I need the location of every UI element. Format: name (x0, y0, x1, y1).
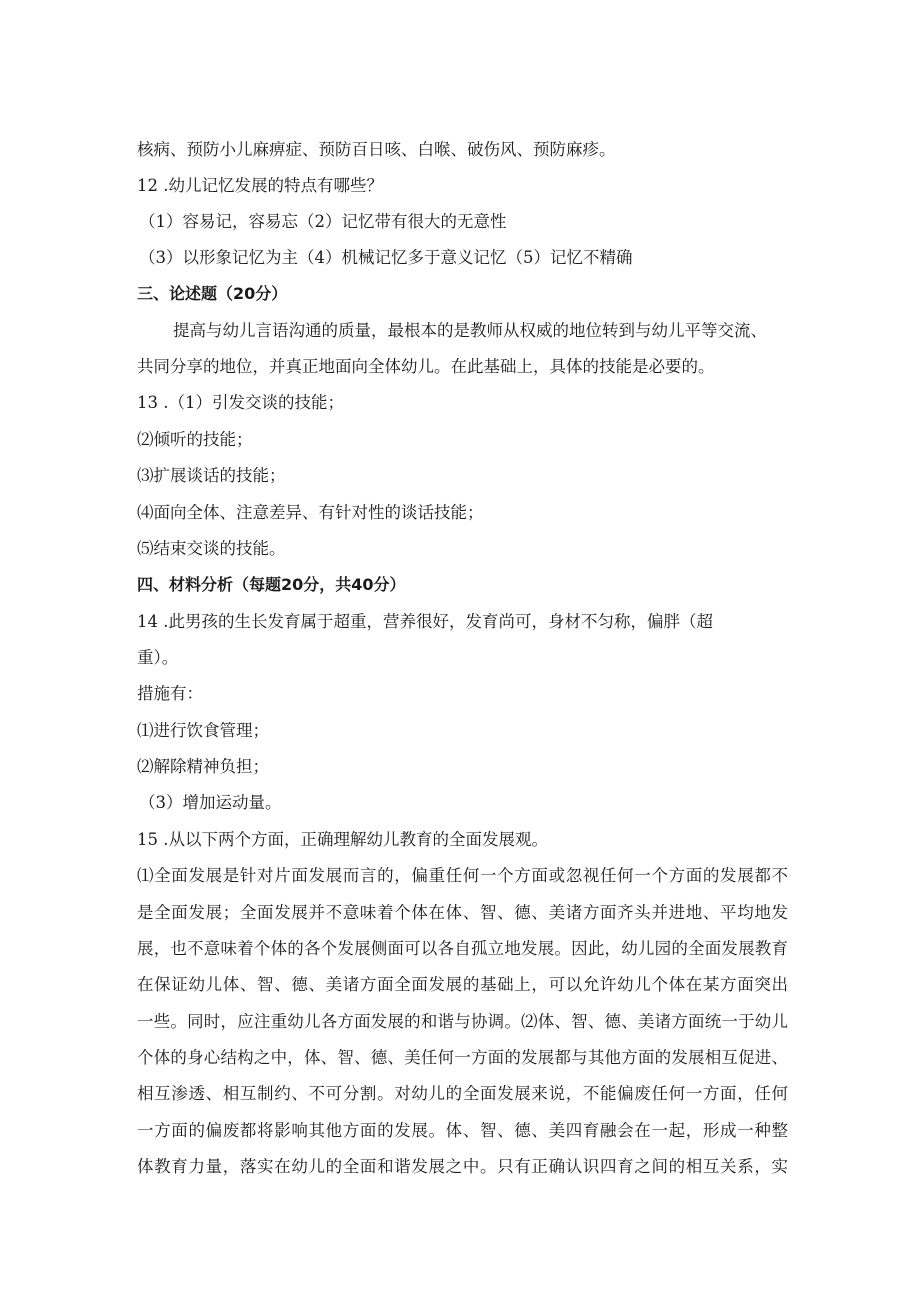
paragraph-line: ⑴全面发展是针对片面发展而言的，偏重任何一个方面或忽视任何一个方面的发展都不 (137, 866, 788, 885)
list-item: ⑸结束交谈的技能。 (137, 539, 286, 558)
answer-line: （1）容易记，容易忘（2）记忆带有很大的无意性 (139, 212, 507, 231)
paragraph-line: 相互渗透、相互制约、不可分割。对幼儿的全面发展来说，不能偏废任何一方面，任何 (137, 1084, 788, 1103)
section-heading-essay: 三、论述题（20分） (137, 284, 288, 303)
list-item: ⑵倾听的技能； (137, 430, 253, 449)
question-12: 12 .幼儿记忆发展的特点有哪些？ (137, 176, 383, 195)
paragraph-line: 一方面的偏废都将影响其他方面的发展。体、智、德、美四育融会在一起，形成一种整 (137, 1121, 788, 1140)
text-line: 重）。 (137, 648, 179, 667)
paragraph-line: 一些。同时，应注重幼儿各方面发展的和谐与协调。⑵体、智、德、美诸方面统一于幼儿 (137, 1012, 788, 1031)
text-line: 提高与幼儿言语沟通的质量，最根本的是教师从权威的地位转到与幼儿平等交流、 (173, 321, 767, 340)
paragraph-line: 在保证幼儿体、智、德、美诸方面全面发展的基础上，可以允许幼儿个体在某方面突出 (137, 975, 788, 994)
question-15: 15 .从以下两个方面，正确理解幼儿教育的全面发展观。 (137, 830, 548, 849)
paragraph-line: 体教育力量，落实在幼儿的全面和谐发展之中。只有正确认识四育之间的相互关系，实 (137, 1157, 788, 1176)
list-item: ⑵解除精神负担； (137, 757, 269, 776)
text-line: 措施有： (137, 684, 203, 703)
text-line: 共同分享的地位，并真正地面向全体幼儿。在此基础上，具体的技能是必要的。 (137, 357, 715, 376)
paragraph-line: 是全面发展；全面发展并不意味着个体在体、智、德、美诸方面齐头并进地、平均地发 (137, 903, 788, 922)
list-item: （3）增加运动量。 (139, 793, 282, 812)
section-heading-material: 四、材料分析（每题20分，共40分） (137, 575, 406, 594)
list-item: ⑴进行饮食管理； (137, 721, 269, 740)
answer-line: （3）以形象记忆为主（4）机械记忆多于意义记忆（5）记忆不精确 (139, 248, 633, 267)
list-item: ⑷面向全体、注意差异、有针对性的谈话技能； (137, 503, 484, 522)
paragraph-line: 个体的身心结构之中，体、智、德、美任何一方面的发展都与其他方面的发展相互促进、 (137, 1048, 788, 1067)
question-14: 14 .此男孩的生长发育属于超重，营养很好，发育尚可，身材不匀称，偏胖（超 (137, 612, 713, 631)
question-13: 13 .（1）引发交谈的技能； (137, 393, 344, 412)
paragraph-line: 展，也不意味着个体的各个发展侧面可以各自孤立地发展。因此，幼儿园的全面发展教育 (137, 939, 788, 958)
list-item: ⑶扩展谈话的技能； (137, 466, 286, 485)
text-line: 核病、预防小儿麻痹症、预防百日咳、白喉、破伤风、预防麻疹。 (137, 140, 616, 159)
